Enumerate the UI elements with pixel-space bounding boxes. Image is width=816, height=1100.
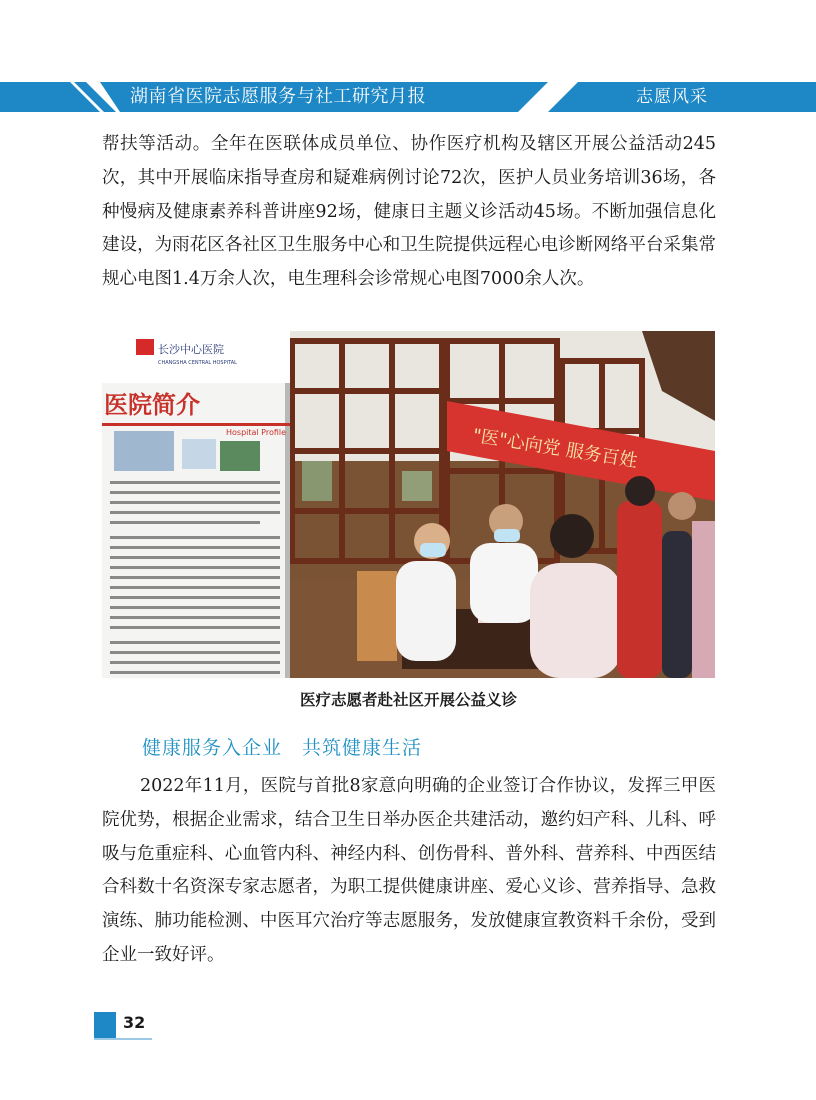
page-number: 32: [123, 1013, 146, 1032]
section-label: 志愿风采: [636, 87, 708, 107]
photo-illustration: [102, 331, 715, 678]
poster-subheading: Hospital Profile: [226, 428, 287, 437]
body-paragraph-1: 帮扶等活动。全年在医联体成员单位、协作医疗机构及辖区开展公益活动245次，其中开展临床指导查房和疑难病例讨论72次，医护人员业务培训36场，各种慢病及健康素养科普讲座92场，健康日主题义诊活动45场。不断加强信息化建设，为雨花区各社区卫生服务中心和卫生院提供远程心电诊断网络平台采集常规心电图1.4万余人次，电生理科会诊常规心电图7000余人次。: [102, 134, 716, 290]
poster-logo-en: CHANGSHA CENTRAL HOSPITAL: [158, 360, 237, 366]
page-number-block: [94, 1012, 116, 1038]
body-paragraph-2: 2022年11月，医院与首批8家意向明确的企业签订合作协议，发挥三甲医院优势，根据企业需求，结合卫生日举办医企共建活动，邀约妇产科、儿科、呼吸与危重症科、心血管内科、神经内科、创伤骨科、普外科、营养科、中西医结合科数十名资深专家志愿者，为职工提供健康讲座、爱心义诊、营养指导、急救演练、肺功能检测、中医耳穴治疗等志愿服务，发放健康宣教资料千余份，受到企业一致好评。: [102, 776, 716, 965]
hospital-logo-icon: [136, 339, 154, 355]
poster-heading: 医院简介: [104, 391, 200, 419]
page-header: [0, 82, 816, 112]
event-photo: [102, 331, 715, 678]
banner-text: "医"心向党 服务百姓: [471, 425, 639, 472]
poster-logo: 长沙中心医院: [158, 343, 224, 356]
photo-caption: 医疗志愿者赴社区开展公益义诊: [299, 691, 517, 709]
publication-title: 湖南省医院志愿服务与社工研究月报: [130, 86, 426, 107]
page-number-underline: [94, 1038, 152, 1040]
section-heading: 健康服务入企业 共筑健康生活: [142, 737, 423, 759]
